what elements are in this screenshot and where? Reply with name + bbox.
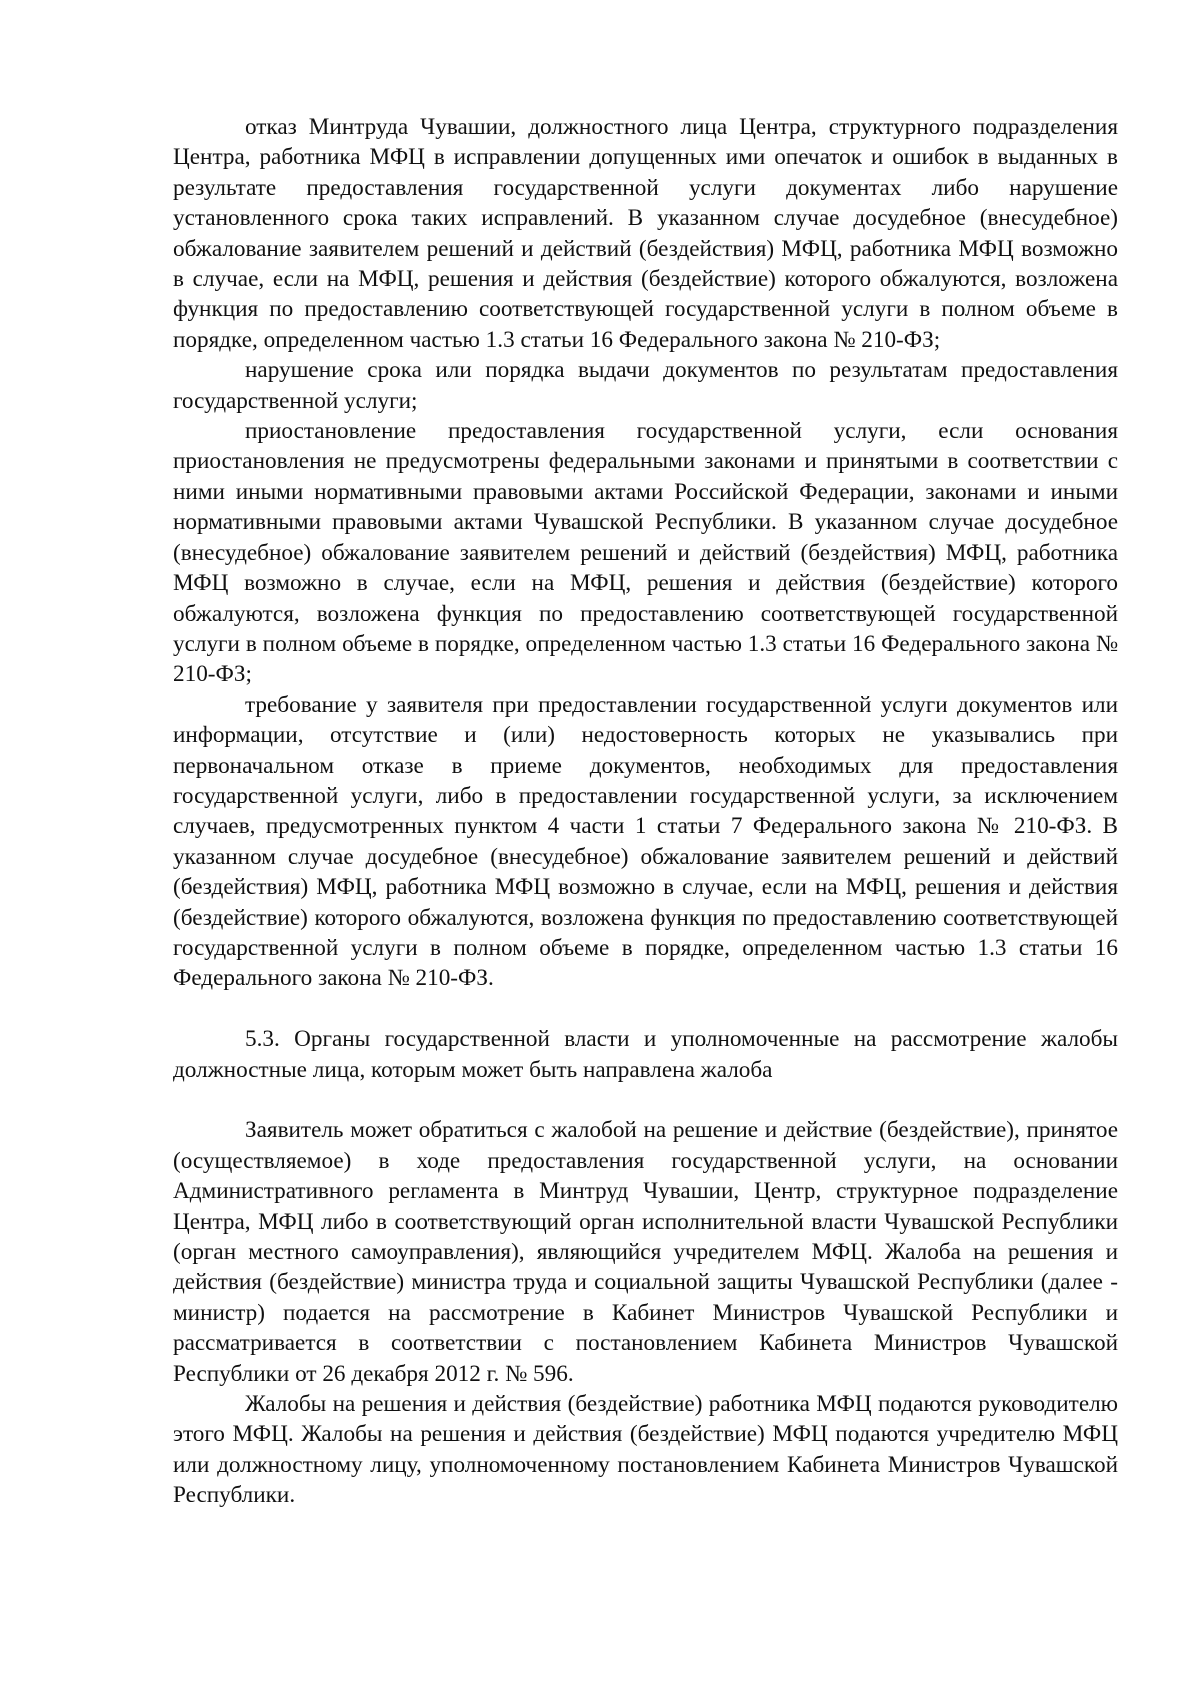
paragraph-spacer (173, 994, 1118, 1024)
document-body (173, 112, 1118, 1511)
paragraph-refusal-correction: отказ Минтруда Чувашии, должностного лица Центра, структурного подразделения Центра, работника МФЦ в исправлении допущенных ими опечаток и ошибок в выданных в результате предоставления государственной услуги документах либо нарушение установленного срока таких исправлений. В указанном случае досудебное (внесудебное) обжалование заявителем решений и действий (бездействия) МФЦ, работника МФЦ возможно в случае, если на МФЦ, решения и действия (бездействие) которого обжалуются, возложена функция по предоставлению соответствующей государственной услуги в полном объеме в порядке, определенном частью 1.3 статьи 16 Федерального закона № 210-ФЗ; (173, 114, 1118, 353)
paragraph-spacer (173, 1085, 1118, 1115)
paragraph-suspension: приостановление предоставления государственной услуги, если основания приостановления не предусмотрены федеральными законами и принятыми в соответствии с ними иными нормативными правовыми актами Российской Федерации, законами и иными нормативными правовыми актами Чувашской Республики. В указанном случае досудебное (внесудебное) обжалование заявителем решений и действий (бездействия) МФЦ, работника МФЦ возможно в случае, если на МФЦ, решения и действия (бездействие) которого обжалуются, возложена функция по предоставлению соответствующей государственной услуги в полном объеме в порядке, определенном частью 1.3 статьи 16 Федерального закона № 210-ФЗ; (173, 418, 1118, 688)
paragraph-complaint-bodies: Заявитель может обратиться с жалобой на решение и действие (бездействие), принятое (осуществляемое) в ходе предоставления государственной услуги, на основании Административного регламента в Минтруд Чувашии, Центр, структурное подразделение Центра, МФЦ либо в соответствующий орган исполнительной власти Чувашской Республики (орган местного самоуправления), являющийся учредителем МФЦ. Жалоба на решения и действия (бездействие) министра труда и социальной защиты Чувашской Республики (далее - министр) подается на рассмотрение в Кабинет Министров Чувашской Республики и рассматривается в соответствии с постановлением Кабинета Министров Чувашской Республики от 26 декабря 2012 г. № 596. (173, 1117, 1118, 1387)
paragraph-deadline-violation: нарушение срока или порядка выдачи документов по результатам предоставления государственной услуги; (173, 357, 1118, 414)
section-heading: 5.3. Органы государственной власти и уполномоченные на рассмотрение жалобы должностные лица, которым может быть направлена жалоба (173, 1026, 1118, 1083)
paragraph-document-requirement: требование у заявителя при предоставлении государственной услуги документов или информации, отсутствие и (или) недостоверность которых не указывались при первоначальном отказе в приеме документов, необходимых для предоставления государственной услуги, либо в предоставлении государственной услуги, за исключением случаев, предусмотренных пунктом 4 части 1 статьи 7 Федерального закона № 210-ФЗ. В указанном случае досудебное (внесудебное) обжалование заявителем решений и действий (бездействия) МФЦ, работника МФЦ возможно в случае, если на МФЦ, решения и действия (бездействие) которого обжалуются, возложена функция по предоставлению соответствующей государственной услуги в полном объеме в порядке, определенном частью 1.3 статьи 16 Федерального закона № 210-ФЗ. (173, 691, 1118, 992)
paragraph-mfc-complaints: Жалобы на решения и действия (бездействие) работника МФЦ подаются руководителю этого МФЦ. Жалобы на решения и действия (бездействие) МФЦ подаются учредителю МФЦ или должностному лицу, уполномоченному постановлением Кабинета Министров Чувашской Республики. (173, 1391, 1118, 1509)
